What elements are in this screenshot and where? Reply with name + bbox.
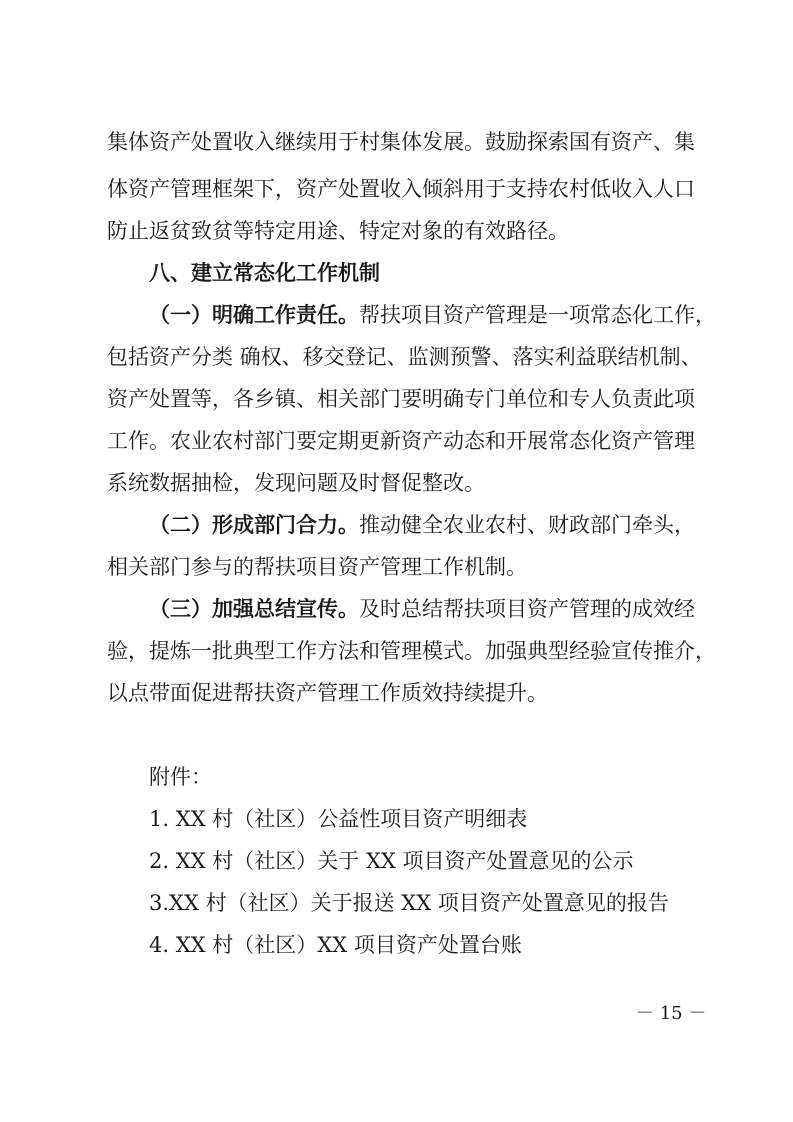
item1-first-line-text: 帮扶项目资产管理是一项常态化工作， bbox=[359, 303, 716, 327]
attachments-label: 附件： bbox=[149, 765, 212, 789]
item1-first-line bbox=[149, 300, 716, 330]
item1-line-4: 工作。农业农村部门要定期更新资产动态和开展常态化资产管理 bbox=[107, 429, 695, 453]
item1-line-5: 系统数据抽检，发现问题及时督促整改。 bbox=[107, 471, 485, 495]
intro-line-2: 体资产管理框架下，资产处置收入倾斜用于支持农村低收入人口 bbox=[107, 177, 695, 201]
attachment-item-4: 4. XX 村（社区）XX 项目资产处置台账 bbox=[149, 933, 522, 957]
item3-line-2: 验，提炼一批典型工作方法和管理模式。加强典型经验宣传推介， bbox=[107, 639, 716, 663]
intro-line-1: 集体资产处置收入继续用于村集体发展。鼓励探索国有资产、集 bbox=[107, 130, 695, 154]
item2-first-line-text: 推动健全农业农村、财政部门牵头， bbox=[359, 513, 695, 537]
intro-line-3: 防止返贫致贫等特定用途、特定对象的有效路径。 bbox=[107, 219, 569, 243]
attachment-item-3: 3.XX 村（社区）关于报送 XX 项目资产处置意见的报告 bbox=[149, 891, 669, 915]
attachment-item-2: 2. XX 村（社区）关于 XX 项目资产处置意见的公示 bbox=[149, 849, 634, 873]
item1-line-2: 包括资产分类 确权、移交登记、监测预警、落实利益联结机制、 bbox=[107, 345, 702, 369]
item3-first-line-text: 及时总结帮扶项目资产管理的成效经 bbox=[359, 597, 695, 621]
item3-first-line bbox=[149, 594, 693, 624]
item2-first-line bbox=[149, 510, 693, 540]
item1-line-3: 资产处置等，各乡镇、相关部门要明确专门单位和专人负责此项 bbox=[107, 387, 695, 411]
item3-title: （三）加强总结宣传。 bbox=[149, 596, 359, 621]
item2-line-2: 相关部门参与的帮扶项目资产管理工作机制。 bbox=[107, 555, 527, 579]
section-heading: 八、建立常态化工作机制 bbox=[149, 260, 380, 285]
item1-title: （一）明确工作责任。 bbox=[149, 302, 359, 327]
page-number: － 15 － bbox=[636, 1003, 707, 1024]
item2-title: （二）形成部门合力。 bbox=[149, 512, 359, 537]
attachment-item-1: 1. XX 村（社区）公益性项目资产明细表 bbox=[149, 807, 528, 831]
item3-line-3: 以点带面促进帮扶资产管理工作质效持续提升。 bbox=[107, 681, 548, 705]
